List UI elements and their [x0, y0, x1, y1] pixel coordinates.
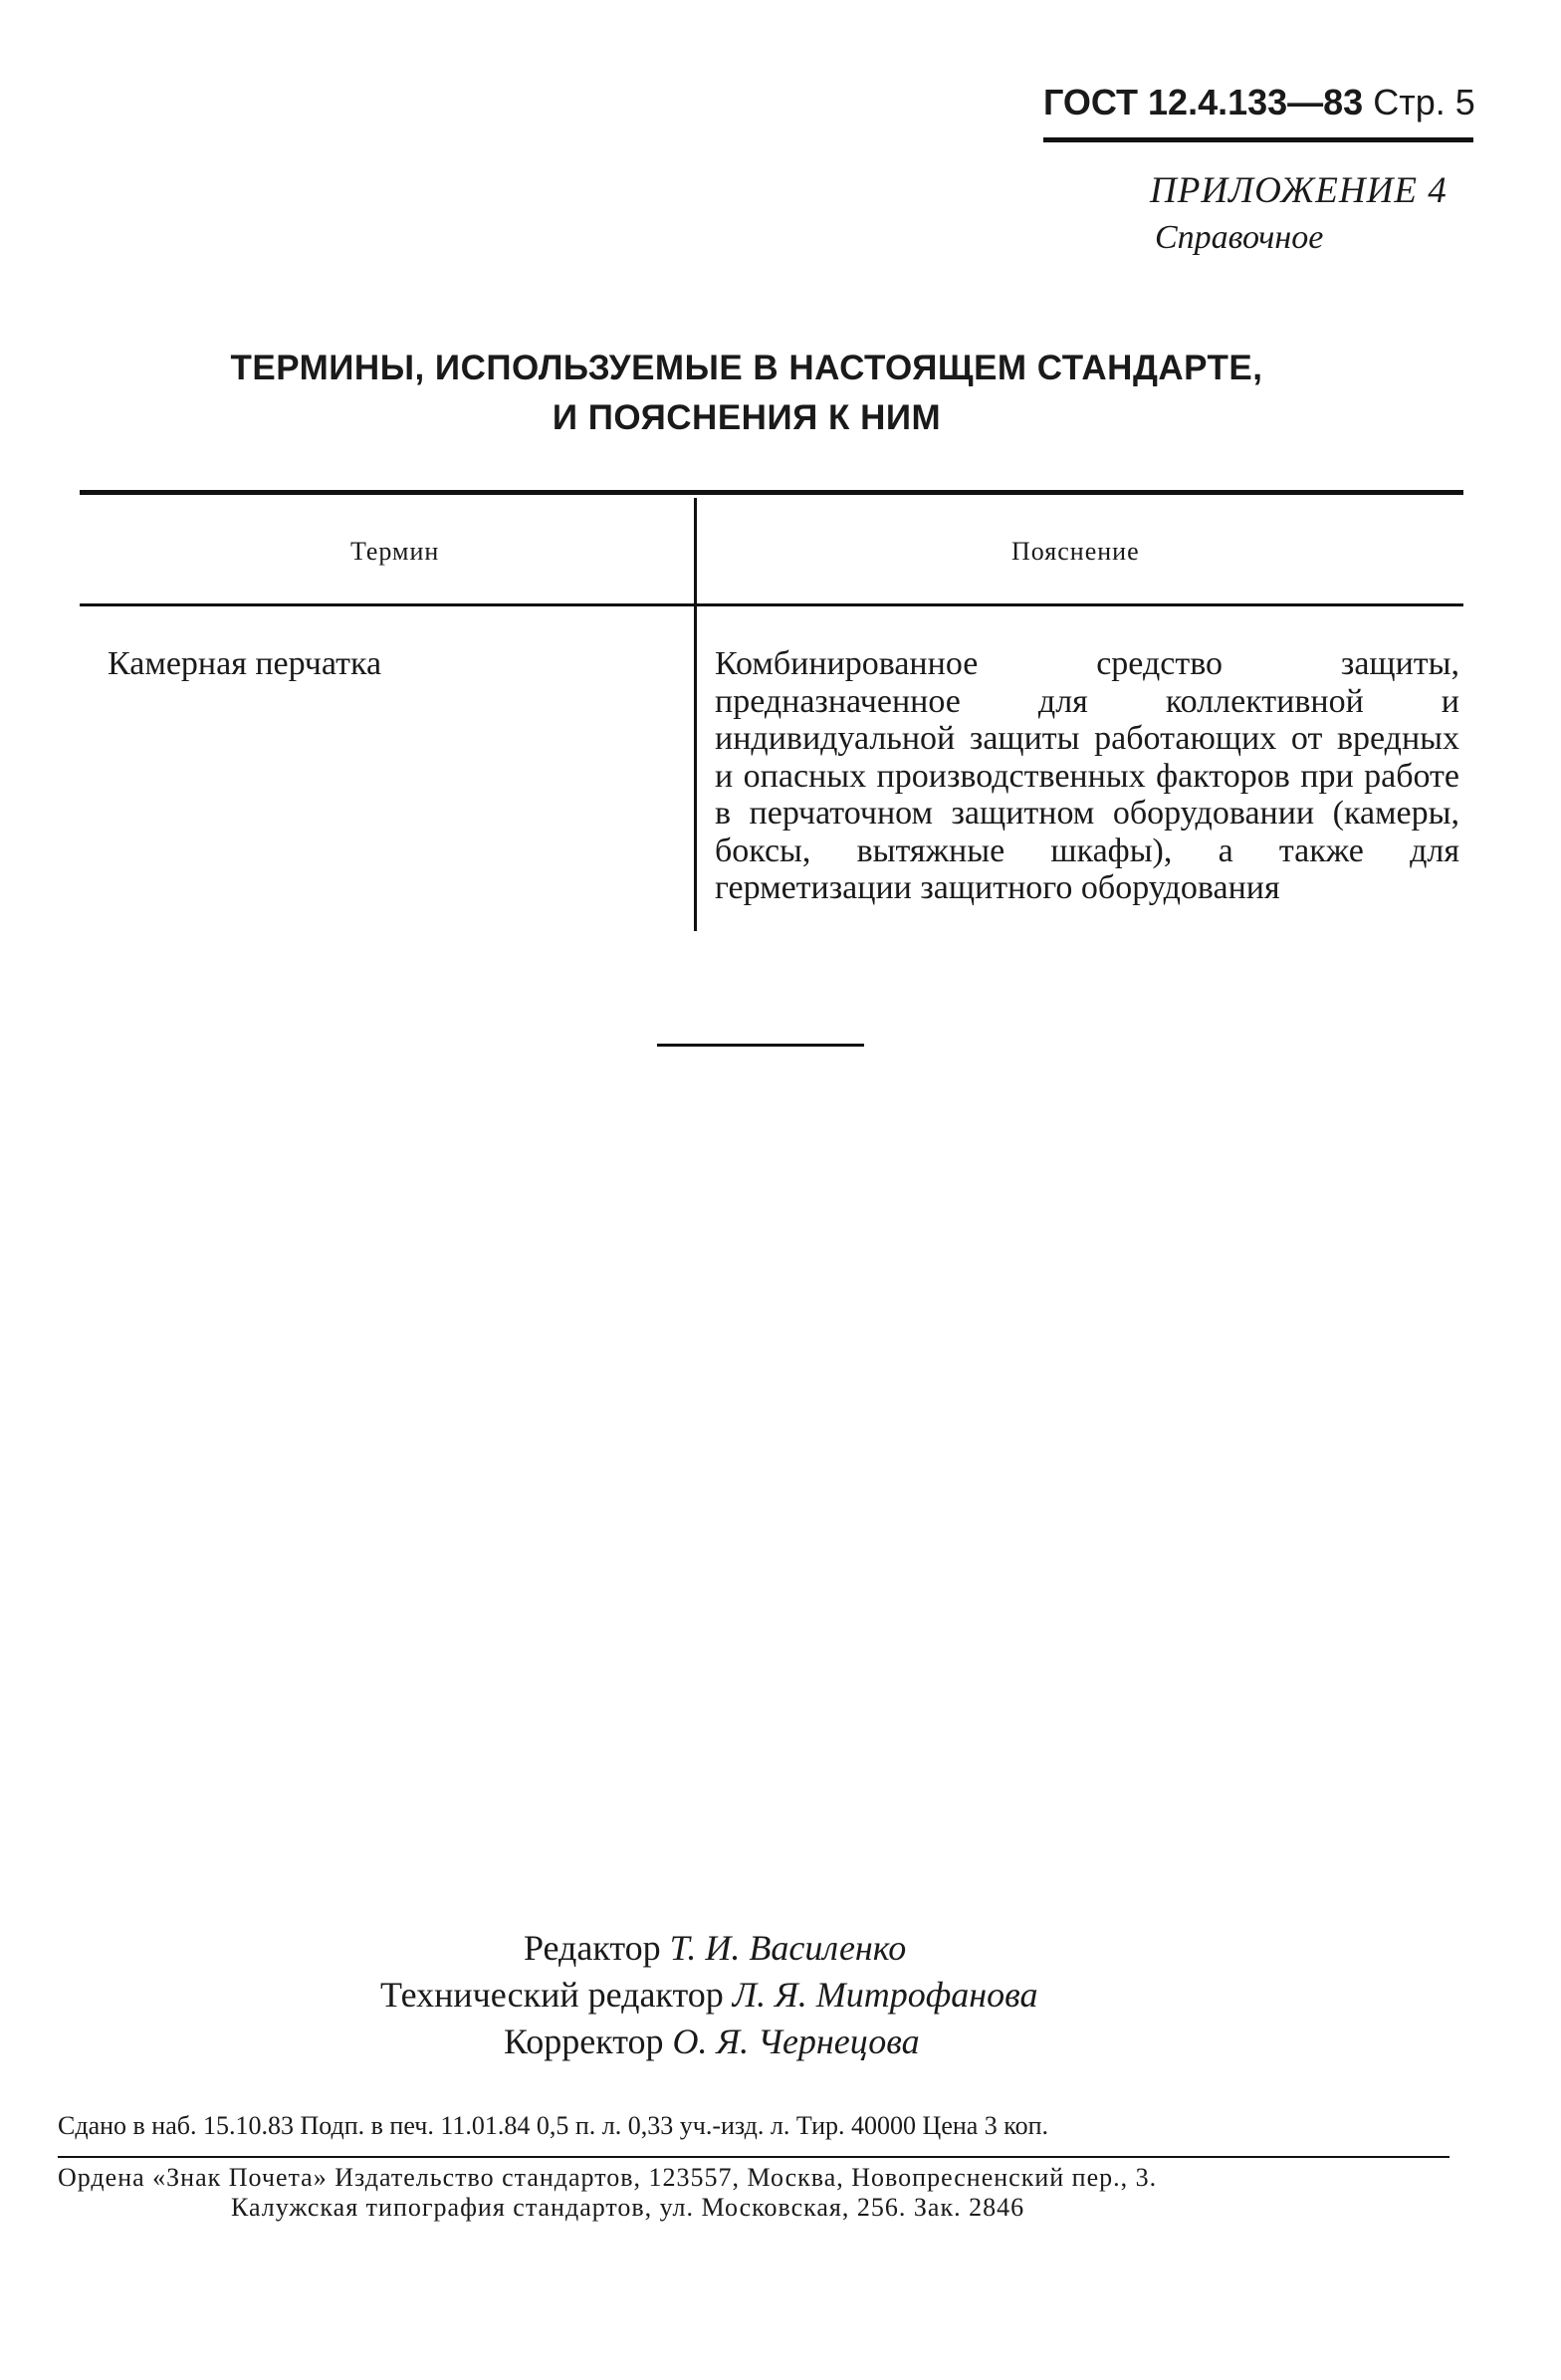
table-top-rule — [80, 490, 1463, 495]
imprint-print-details: Сдано в наб. 15.10.83 Подп. в печ. 11.01.84 0,5 п. л. 0,33 уч.-изд. л. Тир. 40000 Цена 3 коп. — [58, 2111, 1049, 2140]
credit-name: О. Я. Чернецова — [672, 2022, 920, 2061]
imprint-printer: Калужская типография стандартов, ул. Московская, 256. Зак. 2846 — [231, 2193, 1025, 2222]
table-header-rule — [80, 603, 1463, 606]
explanation-cell: Комбинированное средство защиты, предназначенное для коллективной и индивидуальной защиты работающих от вредных и опасных производственных факторов при работе в перчаточном защитном оборудовании (камеры, боксы, вытяжные шкафы), а также для герметизации защитного оборудования — [715, 645, 1459, 906]
section-title — [179, 344, 1314, 443]
page-header — [1043, 82, 1475, 123]
section-title-line-2: И ПОЯСНЕНИЯ К НИМ — [552, 398, 942, 437]
imprint-rule — [58, 2156, 1450, 2158]
table-column-divider — [694, 498, 697, 931]
credit-role: Технический редактор — [380, 1975, 724, 2015]
appendix-type: Справочное — [1155, 219, 1324, 256]
credit-editor — [524, 1927, 906, 1969]
appendix-title: ПРИЛОЖЕНИЕ 4 — [1150, 170, 1448, 211]
standard-number: ГОСТ 12.4.133—83 — [1043, 82, 1364, 122]
credit-corrector — [504, 2021, 920, 2062]
section-title-line-1: ТЕРМИНЫ, ИСПОЛЬЗУЕМЫЕ В НАСТОЯЩЕМ СТАНДАРТЕ, — [230, 349, 1263, 387]
credit-name: Л. Я. Митрофанова — [732, 1975, 1038, 2015]
imprint-publisher: Ордена «Знак Почета» Издательство стандартов, 123557, Москва, Новопресненский пер., 3. — [58, 2163, 1158, 2192]
column-header-term: Термин — [350, 537, 440, 566]
credit-role: Корректор — [504, 2022, 664, 2061]
term-cell: Камерная перчатка — [108, 645, 382, 682]
section-separator — [657, 1044, 864, 1047]
page-number: Стр. 5 — [1373, 82, 1475, 122]
credit-name: Т. И. Василенко — [669, 1928, 907, 1968]
column-header-explanation: Пояснение — [1011, 537, 1140, 566]
credit-role: Редактор — [524, 1928, 661, 1968]
header-rule — [1043, 137, 1473, 142]
credit-technical-editor — [380, 1974, 1038, 2016]
